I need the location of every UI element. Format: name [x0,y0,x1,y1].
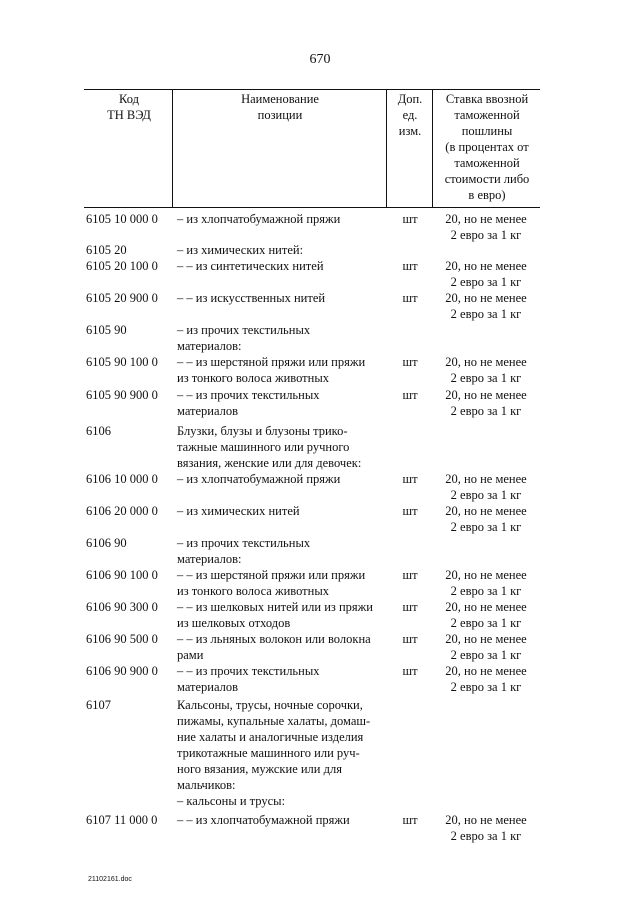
hs-code: 6105 10 000 0 [86,212,158,226]
hs-code: 6105 20 [86,243,127,257]
hs-code: 6105 90 900 0 [86,388,158,402]
unit-of-measure: шт [402,600,418,614]
hs-code: 6106 90 [86,536,127,550]
unit-of-measure: шт [402,568,418,582]
hs-code: 6106 [86,424,111,438]
unit-of-measure: шт [402,813,418,827]
item-description: – из хлопчатобумажной пряжи [177,472,341,486]
header-unit: Доп. ед. изм. [397,92,423,138]
page-number: 670 [309,52,331,67]
duty-rate: 20, но не менее 2 евро за 1 кг [445,600,527,630]
hs-code: 6105 20 900 0 [86,291,158,305]
item-description: – – из льняных волокон или волокна рами [177,632,371,662]
hs-code: 6106 10 000 0 [86,472,158,486]
item-description: – – из хлопчатобумажной пряжи [177,813,350,827]
item-description: – – из синтетических нитей [177,259,324,273]
header-name: Наименование позиции [241,92,319,122]
unit-of-measure: шт [402,388,418,402]
item-description: – из химических нитей: [177,243,304,257]
unit-of-measure: шт [402,664,418,678]
unit-of-measure: шт [402,355,418,369]
hs-code: 6106 90 100 0 [86,568,158,582]
header-code: Код ТН ВЭД [107,92,151,122]
duty-rate: 20, но не менее 2 евро за 1 кг [445,388,527,418]
hs-code: 6106 90 500 0 [86,632,158,646]
item-description: – из хлопчатобумажной пряжи [177,212,341,226]
duty-rate: 20, но не менее 2 евро за 1 кг [445,813,527,843]
file-name: 21102161.doc [88,876,132,883]
duty-rate: 20, но не менее 2 евро за 1 кг [445,664,527,694]
item-description: – из прочих текстильных материалов: [177,323,311,353]
unit-of-measure: шт [402,291,418,305]
item-description: Кальсоны, трусы, ночные сорочки, пижамы, купальные халаты, домаш- ние халаты и аналогичные изделия трикотажные машинного или руч- ного вязания, мужские или для мальчиков: – кальсоны и трусы: [177,698,371,808]
hs-code: 6106 90 900 0 [86,664,158,678]
unit-of-measure: шт [402,632,418,646]
hs-code: 6105 90 [86,323,127,337]
duty-rate: 20, но не менее 2 евро за 1 кг [445,291,527,321]
item-description: – – из прочих текстильных материалов [177,388,320,418]
item-description: – – из прочих текстильных материалов [177,664,320,694]
duty-rate: 20, но не менее 2 евро за 1 кг [445,259,527,289]
hs-code: 6105 20 100 0 [86,259,158,273]
hs-code: 6106 20 000 0 [86,504,158,518]
unit-of-measure: шт [402,472,418,486]
duty-rate: 20, но не менее 2 евро за 1 кг [445,355,527,385]
header-rate: Ставка ввозной таможенной пошлины (в процентах от таможенной стоимости либо в евро) [444,92,530,202]
duty-rate: 20, но не менее 2 евро за 1 кг [445,212,527,242]
duty-rate: 20, но не менее 2 евро за 1 кг [445,504,527,534]
unit-of-measure: шт [402,504,418,518]
item-description: – – из шерстяной пряжи или пряжи из тонкого волоса животных [177,568,366,598]
hs-code: 6106 90 300 0 [86,600,158,614]
hs-code: 6107 [86,698,111,712]
item-description: – из химических нитей [177,504,300,518]
hs-code: 6107 11 000 0 [86,813,158,827]
unit-of-measure: шт [402,259,418,273]
item-description: – – из шелковых нитей или из пряжи из шелковых отходов [177,600,373,630]
duty-rate: 20, но не менее 2 евро за 1 кг [445,472,527,502]
hs-code: 6105 90 100 0 [86,355,158,369]
duty-rate: 20, но не менее 2 евро за 1 кг [445,632,527,662]
item-description: – – из искусственных нитей [177,291,326,305]
duty-rate: 20, но не менее 2 евро за 1 кг [445,568,527,598]
item-description: – из прочих текстильных материалов: [177,536,311,566]
item-description: Блузки, блузы и блузоны трико- тажные машинного или ручного вязания, женские или для девочек: [177,424,362,470]
item-description: – – из шерстяной пряжи или пряжи из тонкого волоса животных [177,355,366,385]
unit-of-measure: шт [402,212,418,226]
